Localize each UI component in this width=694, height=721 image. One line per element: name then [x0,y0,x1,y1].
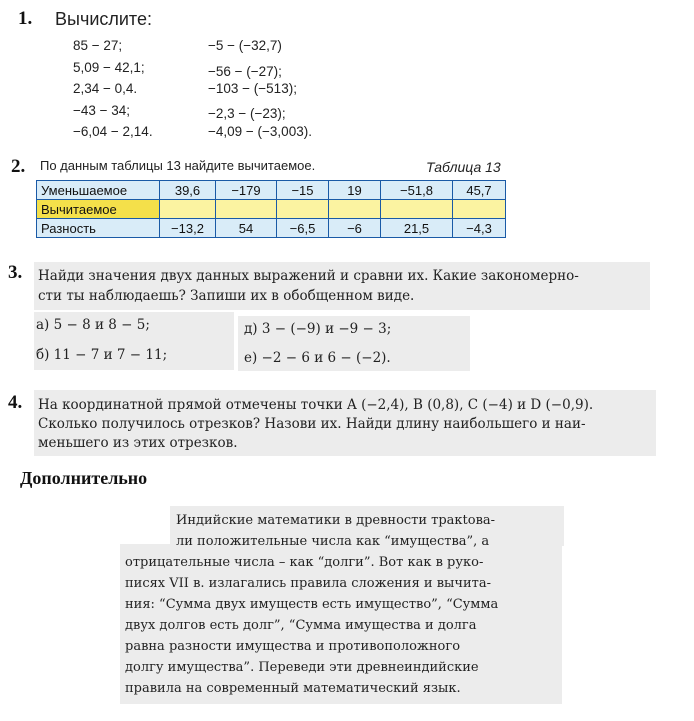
task-3-item-a: а) 5 − 8 и 8 − 5; [36,317,150,333]
table-cell[interactable] [277,200,329,219]
table-cell: −51,8 [381,181,453,200]
extra-title: Дополнительно [20,468,148,488]
task-4-number: 4. [8,392,23,413]
task-3-scan-right [238,316,470,371]
table-cell[interactable] [453,200,506,219]
table-row [37,219,506,238]
table-cell: 39,6 [160,181,216,200]
task-4-line-2: Сколько получилось отрезков? Назови их. Найди длину наибольшего и наи- [38,416,586,432]
extra-line: ли положительные числа как “имущества”, а [176,534,490,549]
task-3-item-e: е) −2 − 6 и 6 − (−2). [244,350,391,366]
table-cell: 45,7 [453,181,506,200]
expression: −56 − (−27); [208,64,282,79]
task-3-line-2: сти ты наблюдаешь? Запиши их в обобщенном виде. [38,288,415,304]
expression: 2,34 − 0,4. [73,81,138,96]
table-cell[interactable] [160,200,216,219]
task-3-item-b: б) 11 − 7 и 7 − 11; [36,347,168,363]
row-header: Уменьшаемое [37,181,160,200]
table-row [37,181,506,200]
task-3-line-1: Найди значения двух данных выражений и сравни их. Какие закономерно- [38,268,579,284]
table-cell: 54 [216,219,277,238]
task-4-line-1: На координатной прямой отмечены точки A (−2,4), B (0,8), C (−4) и D (−0,9). [38,397,594,413]
table-cell: −179 [216,181,277,200]
table-cell[interactable] [381,200,453,219]
table-cell: −15 [277,181,329,200]
task-3-scan-left [34,312,234,370]
table-cell[interactable] [216,200,277,219]
extra-line: отрицательные числа – как “долги”. Вот как в руко- [125,555,484,570]
task-4-scan-block [34,390,656,456]
task-3-item-d: д) 3 − (−9) и −9 − 3; [244,321,392,337]
expression: 85 − 27; [73,38,123,53]
row-header: Разность [37,219,160,238]
table-row [37,200,506,219]
table-cell: −6 [329,219,381,238]
table-cell: 19 [329,181,381,200]
table-13 [36,180,506,238]
row-header: Вычитаемое [37,200,160,219]
expression: −103 − (−513); [208,81,297,96]
task-3-scan-block [34,262,650,310]
expression: −6,04 − 2,14. [73,124,153,139]
task-4-line-3: меньшего из этих отрезков. [38,435,238,451]
task-2-number: 2. [11,156,26,177]
task-2-text: По данным таблицы 13 найдите вычитаемое. [40,158,316,173]
table-cell: −6,5 [277,219,329,238]
extra-line: долгу имущества”. Переведи эти древнеиндийские [125,660,479,675]
expression: −2,3 − (−23); [208,106,286,121]
task-1-number: 1. [18,8,33,29]
table-caption: Таблица 13 [426,159,501,175]
extra-line: Индийские математики в древности тракtова- [176,513,496,528]
expression: −43 − 34; [73,103,131,118]
extra-line: равна разности имущества и противоположного [125,639,461,654]
table-cell: 21,5 [381,219,453,238]
extra-line: двух долгов есть долг”, “Сумма имущества и долга [125,618,477,633]
table-cell: −13,2 [160,219,216,238]
task-1-title: Вычислите: [55,9,152,29]
table-cell[interactable] [329,200,381,219]
extra-line: писях VII в. излагались правила сложения и вычита- [125,576,491,591]
expression: 5,09 − 42,1; [73,60,145,75]
expression: −5 − (−32,7) [208,38,282,53]
extra-line: ния: “Сумма двух имуществ есть имущество”, “Сумма [125,597,499,612]
task-3-number: 3. [8,262,23,283]
expression: −4,09 − (−3,003). [208,124,312,139]
extra-line: правила на современный математический язык. [125,681,461,696]
table-cell: −4,3 [453,219,506,238]
